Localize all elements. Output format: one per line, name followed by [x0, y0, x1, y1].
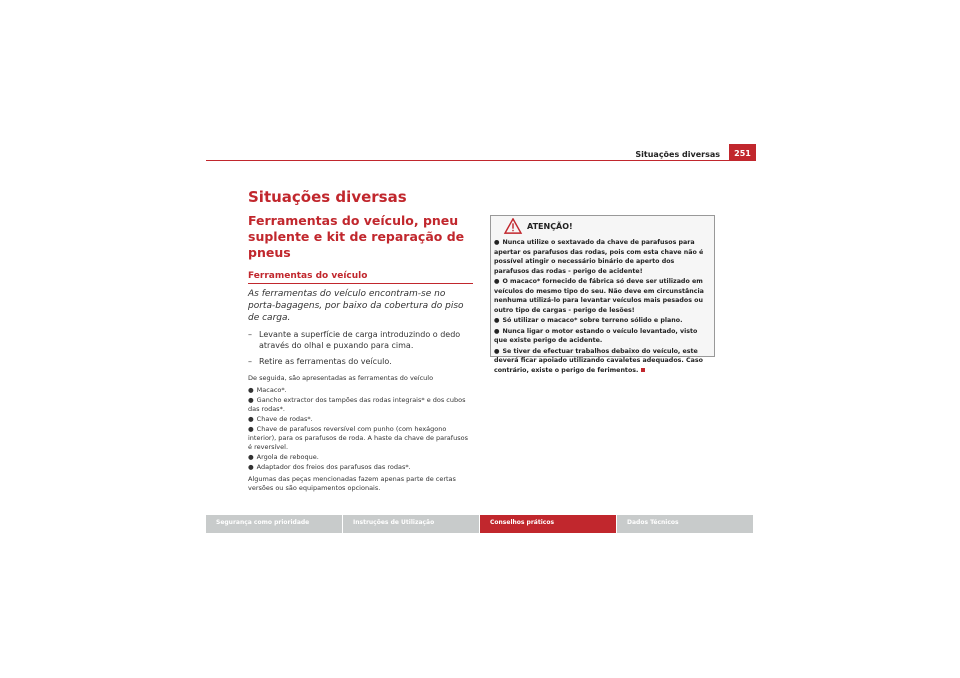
bullet-icon: ●: [494, 278, 500, 285]
list-item-text: Chave de rodas*.: [256, 414, 313, 423]
list-item: [248, 415, 473, 424]
warning-item-text: Nunca utilize o sextavado da chave de parafusos para apertar os parafusos das rodas, pois com esta chave não é possível atingir o necessário binário de aperto dos parafusos das rodas - perigo de acidente!: [494, 239, 704, 275]
list-intro: De seguida, são apresentadas as ferramentas do veículo: [248, 373, 434, 382]
footer-tab-instrucoes[interactable]: Instruções de Utilização: [343, 515, 479, 533]
subsection-heading: Ferramentas do veículo: [248, 271, 473, 284]
bullet-icon: ●: [248, 462, 254, 471]
bullet-icon: ●: [248, 385, 254, 394]
warning-title: ATENÇÃO!: [527, 221, 573, 231]
note-text: Algumas das peças mencionadas fazem apenas parte de certas versões ou são equipamentos opcionais.: [248, 474, 456, 492]
list-item-text: Adaptador dos freios dos parafusos das rodas*.: [256, 462, 411, 471]
warning-item-text: Se tiver de efectuar trabalhos debaixo do veículo, este deverá ficar apoiado utilizando cavaletes adequados. Caso contrário, existe o perigo de ferimentos.: [494, 347, 703, 374]
list-item: [248, 425, 473, 452]
warning-list: [491, 236, 714, 375]
page-number-badge: 251: [729, 144, 756, 161]
page-title: Situações diversas: [248, 188, 407, 206]
footer-tab-seguranca[interactable]: Segurança como prioridade: [206, 515, 342, 533]
footer-tab-dados[interactable]: Dados Técnicos: [617, 515, 753, 533]
warning-item-text: Nunca ligar o motor estando o veículo levantado, visto que existe perigo de acidente.: [494, 327, 698, 344]
step-item: [248, 330, 473, 351]
left-column: [248, 188, 473, 496]
bullet-icon: ●: [494, 239, 500, 246]
bullet-icon: ●: [248, 414, 254, 423]
intro-text: As ferramentas do veículo encontram-se no porta-bagagens, por baixo da cobertura do piso de carga.: [248, 289, 464, 323]
header-rule: [206, 160, 729, 161]
warning-item: [494, 316, 710, 326]
list-item-text: Argola de reboque.: [256, 452, 319, 461]
list-item-text: Gancho extractor dos tampões das rodas integrais* e dos cubos das rodas*.: [248, 395, 466, 413]
list-item-text: Chave de parafusos reversível com punho (com hexágono interior), para os parafusos de roda. A haste da chave de parafusos é reversível.: [248, 424, 468, 451]
warning-item-text: O macaco* fornecido de fábrica só deve ser utilizado em veículos do mesmo tipo do seu. Não deve em circunstância nenhuma utilizá-lo para levantar veículos mais pesados ou outro tipo de cargas - perigo de lesões!: [494, 278, 704, 314]
step-item: [248, 357, 473, 368]
steps-list: [248, 330, 473, 368]
list-item: [248, 453, 473, 462]
list-item: [248, 396, 473, 414]
step-text: Levante a superfície de carga introduzindo o dedo através do olhal e puxando para cima.: [259, 330, 461, 350]
dash-marker: –: [248, 330, 252, 339]
bullet-icon: ●: [248, 424, 254, 433]
warning-item-text: Só utilizar o macaco* sobre terreno sólido e plano.: [502, 317, 683, 324]
bullet-icon: ●: [248, 395, 254, 404]
warning-item: [494, 347, 710, 376]
warning-item: [494, 238, 710, 276]
list-item-text: Macaco*.: [256, 385, 287, 394]
warning-header: [491, 216, 714, 236]
warning-item: [494, 327, 710, 346]
bullet-icon: ●: [494, 327, 500, 335]
warning-triangle-icon: [503, 218, 523, 234]
bullet-icon: ●: [248, 452, 254, 461]
bullet-icon: ●: [494, 317, 500, 324]
footer-tab-conselhos[interactable]: Conselhos práticos: [480, 515, 616, 533]
dash-marker: –: [248, 357, 252, 366]
tools-section: [248, 374, 473, 493]
end-of-section-icon: [641, 368, 645, 372]
warning-box: [490, 215, 715, 374]
section-heading: Ferramentas do veículo, pneu suplente e kit de reparação de pneus: [248, 213, 465, 260]
list-item: [248, 463, 473, 472]
running-header: Situações diversas: [635, 150, 720, 159]
step-text: Retire as ferramentas do veículo.: [259, 357, 392, 366]
bullet-icon: ●: [494, 347, 500, 355]
list-item: [248, 386, 473, 395]
warning-item: [494, 277, 710, 315]
